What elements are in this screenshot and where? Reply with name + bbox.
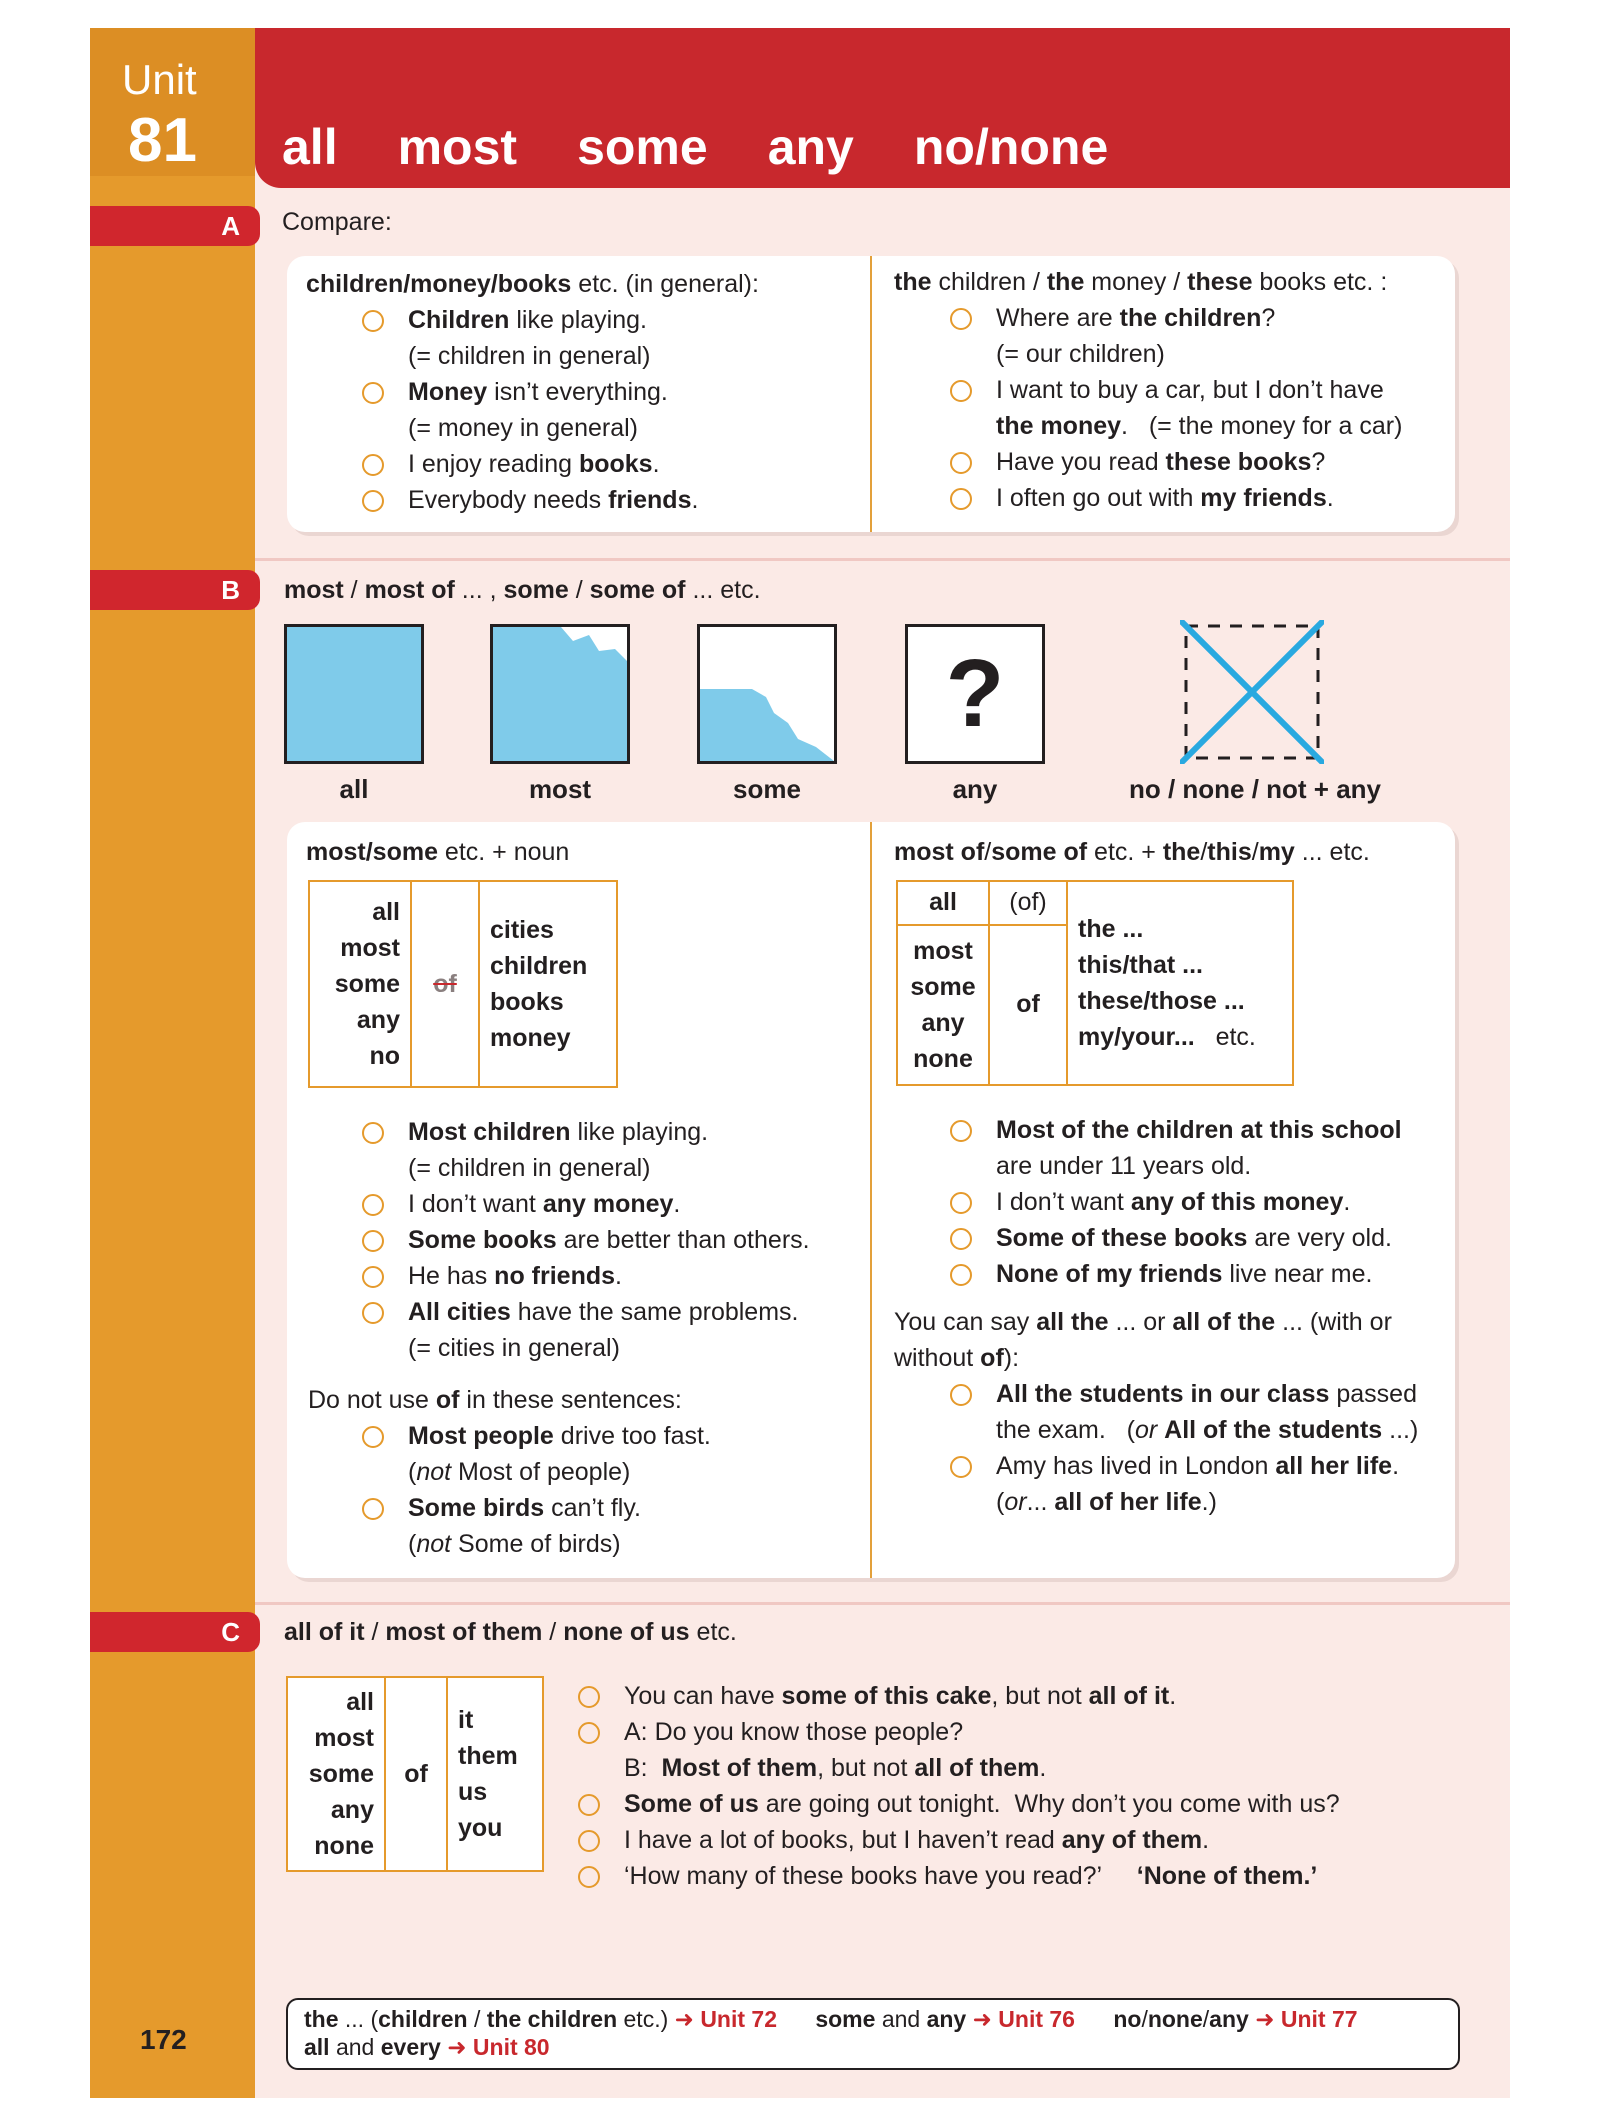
example-bullet-icon [362,382,384,404]
example-bullet-icon [362,1302,384,1324]
table-word: any [921,1008,965,1037]
example-bullet-icon [950,380,972,402]
example-line: the exam. (or All of the students ...) [996,1416,1419,1444]
example-line: the money. (= the money for a car) [996,412,1403,440]
example-line: Most children like playing. [408,1118,709,1146]
section-a-label: A [90,206,260,246]
table-word: you [458,1814,503,1842]
table-word: the ... [1078,915,1144,943]
example-bullet-icon [362,1266,384,1288]
example-bullet-icon [578,1830,600,1852]
sidebar [90,28,255,2098]
ref-unit: Unit 77 [1280,2006,1358,2032]
example-line: I don’t want any money. [408,1190,681,1218]
picture-label: no / none / not + any [1128,774,1382,804]
section-a-left-heading: children/money/books etc. (in general): [306,270,759,298]
section-c-label: C [90,1612,260,1652]
page-title [282,118,1168,176]
title-word: all [282,119,338,175]
section-divider [255,558,1510,561]
example-bullet-icon [950,308,972,330]
example-bullet-icon [362,1230,384,1252]
struck-of: of [411,881,479,1087]
table-word: no [369,1042,400,1070]
table-word: them [458,1742,518,1770]
table-word: most [913,936,973,965]
section-a-intro: Compare: [282,208,392,236]
table-word: none [913,1044,973,1073]
ref-unit: Unit 76 [998,2006,1075,2032]
example-line: I enjoy reading books. [408,450,660,478]
example-line: are under 11 years old. [996,1152,1252,1180]
example-bullet-icon [362,1194,384,1216]
table-word: none [314,1832,374,1860]
example-line: I often go out with my friends. [996,484,1334,512]
section-b-intro: most / most of ... , some / some of ... etc. [284,576,761,604]
example-bullet-icon [950,488,972,510]
usage-note: without of): [894,1344,1020,1372]
example-line: Some of us are going out tonight. Why don’t you come with us? [624,1790,1340,1818]
example-line: (not Some of birds) [408,1530,621,1558]
table-cell [479,881,617,1087]
example-bullet-icon [362,1498,384,1520]
example-bullet-icon [578,1794,600,1816]
example-line: (not Most of people) [408,1458,631,1486]
usage-note: You can say all the ... or all of the ... (with or [894,1308,1392,1336]
picture-label: all [339,774,369,804]
ref-link[interactable]: the ... (children / the children etc.) ➜ Unit 72 [304,2006,777,2032]
example-line: A: Do you know those people? [624,1718,964,1746]
table-word [1078,1019,1282,1055]
example-line: (= children in general) [408,342,651,370]
some-picture [697,624,837,764]
table-cell [1067,881,1293,1085]
example-bullet-icon [362,1122,384,1144]
example-line: Have you read these books? [996,448,1326,476]
example-bullet-icon [950,1228,972,1250]
table-cell [447,1677,543,1871]
example-line: (or... all of her life.) [996,1488,1217,1516]
example-line: None of my friends live near me. [996,1260,1373,1288]
cross-icon [1180,620,1324,764]
example-line: Most people drive too fast. [408,1422,711,1450]
example-line: I want to buy a car, but I don’t have [996,376,1384,404]
example-line: (= cities in general) [408,1334,620,1362]
picture-label: most [528,774,592,804]
section-a-right-heading: the children / the money / these books etc. : [894,268,1388,296]
example-line: ‘How many of these books have you read?’ ‘None of them.’ [624,1862,1318,1890]
divider-line [870,822,872,1578]
determiner-table [896,880,1294,1086]
example-line: Money isn’t everything. [408,378,668,406]
section-divider [255,1602,1510,1605]
table-cell: all [897,881,989,925]
example-bullet-icon [362,454,384,476]
example-line: All cities have the same problems. [408,1298,799,1326]
example-bullet-icon [578,1722,600,1744]
title-word: no/none [913,119,1109,175]
example-line: All the students in our class passed [996,1380,1417,1408]
title-word: most [397,119,518,175]
table-word: etc. [1215,1023,1256,1051]
section-c-intro: all of it / most of them / none of us etc. [284,1618,737,1646]
divider-line [870,256,872,532]
table-word: cities [490,916,554,944]
ref-link[interactable]: all and every ➜ Unit 80 [304,2034,550,2060]
table-word: children [490,952,588,980]
example-bullet-icon [362,1426,384,1448]
example-line: Some birds can’t fly. [408,1494,641,1522]
example-line: B: Most of them, but not all of them. [624,1754,1047,1782]
cross-reference-line [304,2034,550,2061]
example-line: (= children in general) [408,1154,651,1182]
all-picture [284,624,424,764]
example-line: Children like playing. [408,306,647,334]
section-b-label: B [90,570,260,610]
table-word: money [490,1024,571,1052]
table-word: some [910,972,976,1001]
arrow-icon: ➜ [674,2006,694,2032]
table-cell: (of) [989,881,1067,925]
title-word: some [577,119,708,175]
example-bullet-icon [950,1192,972,1214]
example-bullet-icon [578,1686,600,1708]
table-cell: of [989,925,1067,1085]
table-word: any [356,1006,400,1034]
question-mark-icon: ? [905,624,1045,764]
picture-label: any [952,774,998,804]
table-word: it [458,1706,474,1734]
example-bullet-icon [578,1866,600,1888]
table-word: all [372,898,400,926]
example-line: He has no friends. [408,1262,622,1290]
example-bullet-icon [950,1120,972,1142]
picture-label: some [733,774,801,804]
table-cell [897,925,989,1085]
unit-number: 81 [128,106,197,175]
table-word: some [308,1760,374,1788]
ref-link[interactable]: some and any ➜ Unit 76 [815,2006,1075,2032]
table-cell: of [385,1677,447,1871]
unit-word: Unit [122,56,197,103]
arrow-icon: ➜ [447,2034,467,2060]
usage-note: Do not use of in these sentences: [308,1386,682,1414]
table-word: this/that ... [1078,951,1203,979]
table-word: all [346,1688,374,1716]
ref-link[interactable]: no/none/any ➜ Unit 77 [1113,2006,1358,2032]
example-line: Some of these books are very old. [996,1224,1392,1252]
example-line: Everybody needs friends. [408,486,699,514]
table-word: some [334,970,400,998]
section-b-right-heading: most of/some of etc. + the/this/my ... etc. [894,838,1370,866]
table-word: these/those ... [1078,987,1245,1015]
example-line: Amy has lived in London all her life. [996,1452,1400,1480]
example-bullet-icon [950,1264,972,1286]
ref-unit: Unit 80 [472,2034,550,2060]
example-bullet-icon [362,490,384,512]
arrow-icon: ➜ [1255,2006,1275,2032]
example-line: Some books are better than others. [408,1226,810,1254]
example-line: Most of the children at this school [996,1116,1402,1144]
arrow-icon: ➜ [972,2006,992,2032]
pronoun-table [286,1676,544,1872]
example-line: You can have some of this cake, but not all of it. [624,1682,1177,1710]
example-bullet-icon [950,452,972,474]
example-line: Where are the children? [996,304,1276,332]
table-word: us [458,1778,488,1806]
most-picture [490,624,630,764]
table-word: most [340,934,400,962]
cross-reference-line [304,2006,1358,2033]
table-word: books [490,988,564,1016]
title-word: any [767,119,854,175]
page-number: 172 [140,2024,187,2055]
example-line: I don’t want any of this money. [996,1188,1351,1216]
table-word: my/your... [1078,1023,1195,1051]
example-bullet-icon [362,310,384,332]
example-bullet-icon [950,1456,972,1478]
example-line: I have a lot of books, but I haven’t read any of them. [624,1826,1210,1854]
table-word: any [330,1796,374,1824]
example-line: (= our children) [996,340,1165,368]
table-cell [287,1677,385,1871]
ref-unit: Unit 72 [700,2006,777,2032]
noun-table [308,880,618,1088]
table-word: most [314,1724,374,1752]
table-cell [309,881,411,1087]
section-b-left-heading: most/some etc. + noun [306,838,570,866]
example-bullet-icon [950,1384,972,1406]
example-line: (= money in general) [408,414,638,442]
